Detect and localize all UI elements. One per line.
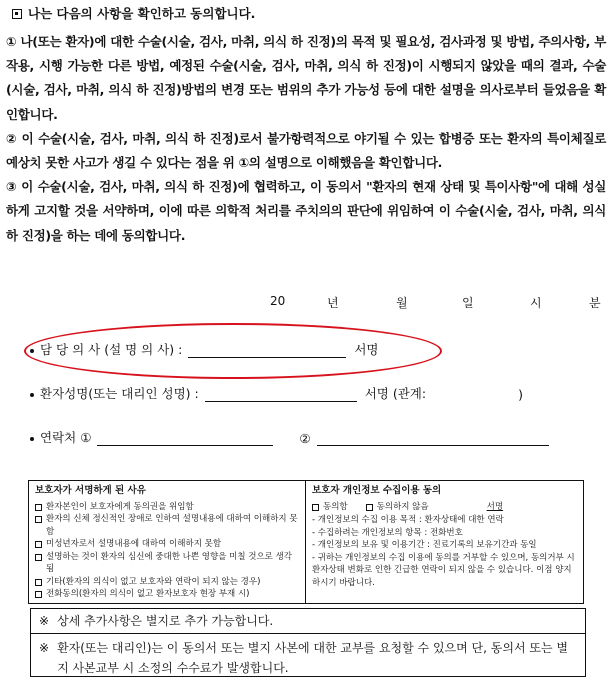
patient-signature-row xyxy=(30,384,523,402)
note-mark: ※ xyxy=(39,641,50,655)
reason-item[interactable]: 미성년자로서 설명내용에 대하여 이해하지 못함 xyxy=(35,538,299,551)
note-2-text: 환자(또는 대리인)는 이 동의서 또는 별지 사본에 대한 교부를 요청할 수 있으며 단, 동의서 또는 별지 사본교부 시 소정의 수수료가 발생합니다. xyxy=(57,641,568,675)
guardian-info-table xyxy=(28,480,584,604)
date-hour: 시 xyxy=(530,296,542,310)
bullet-icon xyxy=(30,393,34,397)
patient-signature-field[interactable] xyxy=(205,388,357,402)
square-bullet-icon xyxy=(12,9,22,19)
guardian-reason-column xyxy=(29,481,306,603)
contact-label: 연락처 ① xyxy=(40,430,92,445)
checkbox-icon[interactable] xyxy=(35,579,42,586)
privacy-options xyxy=(312,501,577,514)
intro-line xyxy=(12,4,255,22)
relation-close: ) xyxy=(518,387,523,402)
reason-item[interactable]: 기타(환자의 의식이 없고 보호자와 연락이 되지 않는 경우) xyxy=(35,576,299,589)
doctor-sign-suffix: 서명 xyxy=(354,342,379,357)
contact-second-label: ② xyxy=(299,431,311,446)
reason-item[interactable]: 설명하는 것이 환자의 심신에 중대한 나쁜 영향을 미칠 것으로 생각됨 xyxy=(35,551,299,576)
checkbox-icon[interactable] xyxy=(366,504,373,511)
checkbox-icon[interactable] xyxy=(35,541,42,548)
date-row xyxy=(0,294,611,312)
checkbox-icon[interactable] xyxy=(35,591,42,598)
intro-text: 나는 다음의 사항을 확인하고 동의합니다. xyxy=(28,6,256,21)
bullet-icon xyxy=(30,349,34,353)
date-month: 월 xyxy=(396,296,408,310)
privacy-item: - 수집하려는 개인정보의 항목 : 전화번호 xyxy=(312,527,463,538)
doctor-signature-row xyxy=(30,340,379,358)
checkbox-icon[interactable] xyxy=(35,516,42,523)
privacy-consent-title: 보호자 개인정보 수집이용 동의 xyxy=(312,485,442,496)
clause-3: ③ 이 수술(시술, 검사, 마취, 의식 하 진정)에 협력하고, 이 동의서 "환자의 현재 상태 및 특이사항"에 대해 성실하게 고지할 것을 서약하며, 이에 따른 의학적 처리를 주치의의 판단에 위임하여 이 수술(시술, 검사, 마취, 의식 하 진정)을 하는 데에 동의합니다. xyxy=(6,179,606,243)
privacy-item: - 개인정보의 보유 및 이용기간 : 진료기록의 보유기간과 동일 xyxy=(312,540,537,550)
option-agree[interactable]: 동의함 xyxy=(312,501,348,514)
date-day: 일 xyxy=(462,296,474,310)
clause-1: ① 나(또는 환자)에 대한 수술(시술, 검사, 마취, 의식 하 진정)의 목적 및 필요성, 검사과정 및 방법, 주의사항, 부작용, 시행 가능한 다른 방법, 예정된 수술(시술, 검사, 마취, 의식 하 진정)이 시행되지 않았을 때의 결과, 수술(시술, 검사, 마취, 의식 하 진정)방법의 변경 또는 범위의 추가 가능성 등에 대한 설명을 의사로부터 들었음을 확인합니다. xyxy=(6,34,606,122)
checkbox-icon[interactable] xyxy=(35,504,42,511)
guardian-reason-title: 보호자가 서명하게 된 사유 xyxy=(35,485,146,496)
note-additional xyxy=(30,608,586,634)
checkbox-icon[interactable] xyxy=(312,504,319,511)
reason-item[interactable]: 전화동의(환자의 의식이 없고 환자보호자 현장 부재 시) xyxy=(35,588,299,601)
consent-clauses xyxy=(6,30,606,248)
clause-2: ② 이 수술(시술, 검사, 마취, 의식 하 진정)로서 불가항력적으로 야기될 수 있는 합병증 또는 환자의 특이체질로 예상치 못한 사고가 생길 수 있다는 점을 위 ①의 설명으로 이해했음을 확인합니다. xyxy=(6,130,606,171)
privacy-sign-field[interactable]: 서명 xyxy=(486,501,504,512)
checkbox-icon[interactable] xyxy=(35,554,42,561)
privacy-item: - 귀하는 개인정보의 수집 이용에 동의를 거부할 수 있으며, 동의거부 시 환자상태 변화로 인한 긴급한 연락이 되지 않을 수 있습니다. 이점 양지하시기 바랍니다. xyxy=(312,552,575,588)
date-year: 년 xyxy=(327,296,339,310)
date-year-prefix: 20 xyxy=(270,294,286,308)
bullet-icon xyxy=(30,437,34,441)
note-1-text: 상세 추가사항은 별지로 추가 가능합니다. xyxy=(57,614,274,628)
contact-row xyxy=(30,428,555,446)
note-mark: ※ xyxy=(39,614,50,628)
option-disagree[interactable]: 동의하지 않음 xyxy=(366,501,429,514)
privacy-consent-column xyxy=(306,481,583,603)
reason-item[interactable]: 환자의 신체 정신적인 장애로 인하여 설명내용에 대하여 이해하지 못함 xyxy=(35,513,299,538)
doctor-signature-field[interactable] xyxy=(188,344,346,358)
reason-item[interactable]: 환자본인이 보호자에게 동의권을 위임함 xyxy=(35,501,299,514)
patient-label: 환자성명(또는 대리인 성명) : xyxy=(40,386,199,401)
contact-field-2[interactable] xyxy=(317,432,549,446)
doctor-label: 담 당 의 사 (설 명 의 사) : xyxy=(40,342,183,357)
contact-field-1[interactable] xyxy=(97,432,273,446)
patient-sign-suffix: 서명 (관계: xyxy=(364,386,427,401)
note-copy-request xyxy=(30,633,586,677)
privacy-item: - 개인정보의 수집 이용 목적 : 환자상태에 대한 연락 xyxy=(312,515,504,525)
date-minute: 분 xyxy=(589,296,601,310)
